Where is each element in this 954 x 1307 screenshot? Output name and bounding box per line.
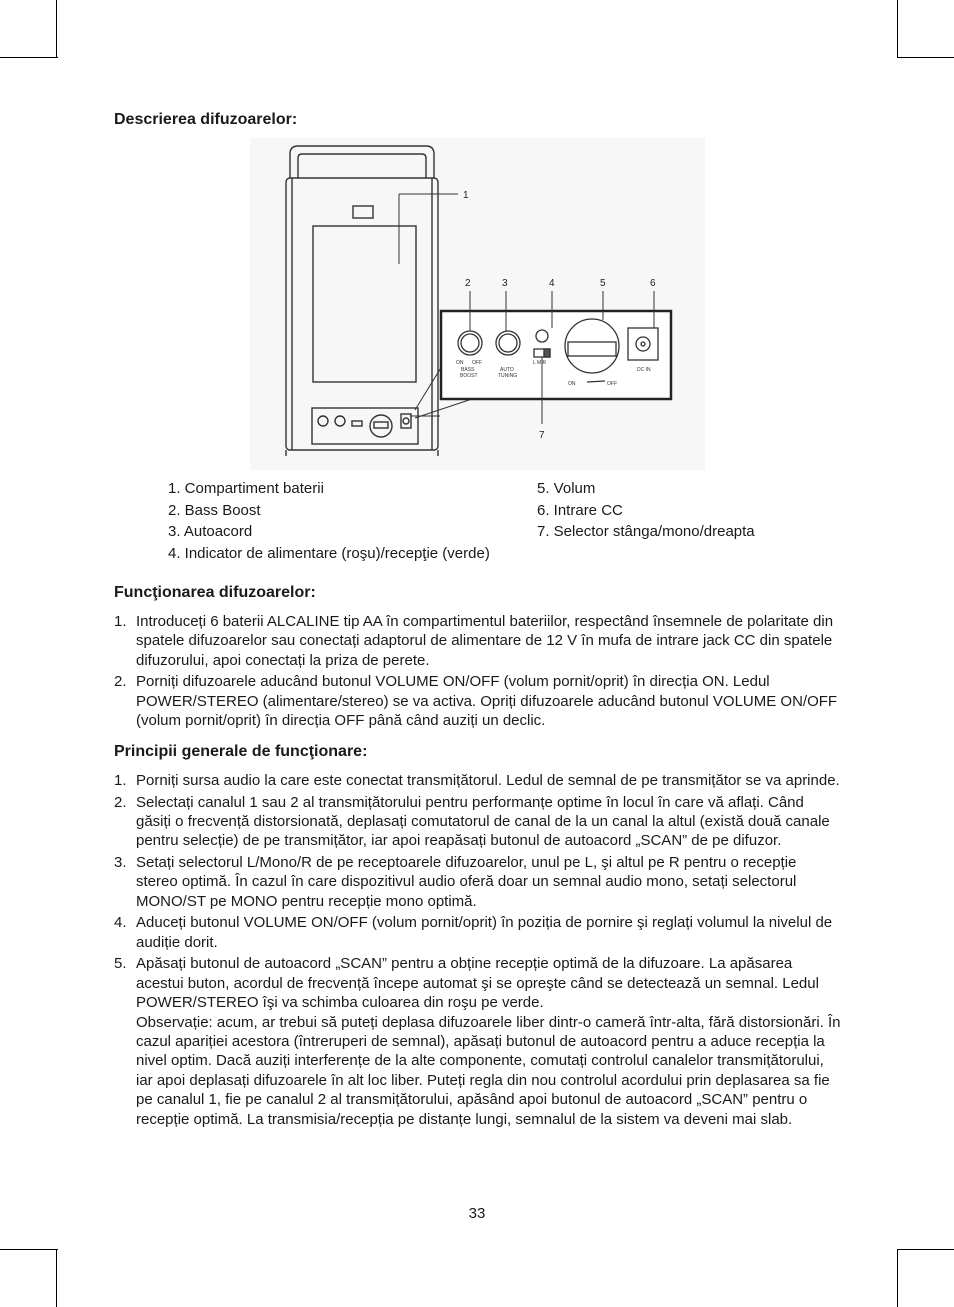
- list-item: [114, 771, 842, 790]
- item-text: Setați selectorul L/Mono/R de pe receptoarele difuzoarelor, unul pe L, şi altul pe R pentru o recepție stereo optimă. În cazul în care dispozitivul audio oferă doar un semnal audio mono, setați selectorul MONO/ST pe MONO pentru recepție mono optimă.: [136, 854, 797, 910]
- callout-7: 7: [539, 430, 545, 441]
- callout-6: 6: [650, 278, 656, 289]
- item-text: Selectați canalul 1 sau 2 al transmițătorului pentru performanțe optime în locul în care vă aflați. Când găsiți o frecvență distorsionată, deplasați comutatorul de canal de la un canal la altul (există două canale pentru selecție) de pe transmițător, iar apoi reapăsați butonul de autoacord „SCAN” de pe difuzor.: [136, 793, 830, 850]
- item-number: 4.: [114, 914, 127, 932]
- item-number: 2.: [114, 673, 127, 691]
- crop-mark: [0, 57, 58, 58]
- bass-off-label: OFF: [472, 360, 482, 366]
- speaker-rear-diagram: [250, 138, 705, 470]
- list-item: [114, 913, 842, 952]
- list-item: [114, 853, 842, 911]
- bass-boost-label-1: BASS: [461, 367, 475, 373]
- list-item: [114, 672, 842, 730]
- dc-in-label: DC IN: [637, 367, 651, 373]
- principles-heading: Principii generale de funcţionare:: [114, 743, 368, 760]
- list-item: [114, 793, 842, 851]
- legend-item: 5. Volum: [537, 480, 596, 497]
- volume-on-label: ON: [568, 381, 576, 387]
- callout-5: 5: [600, 278, 606, 289]
- legend-item: 7. Selector stânga/mono/dreapta: [537, 523, 755, 541]
- item-number: 2.: [114, 793, 127, 811]
- legend-left: [168, 478, 490, 565]
- crop-mark: [897, 1249, 898, 1307]
- page-number: 33: [468, 1205, 486, 1222]
- crop-mark: [897, 1249, 954, 1250]
- legend-item: 2. Bass Boost: [168, 501, 261, 519]
- callout-3: 3: [502, 278, 508, 289]
- legend-item: 1. Compartiment baterii: [168, 480, 324, 497]
- item-text: Aduceți butonul VOLUME ON/OFF (volum pornit/oprit) în poziția de pornire şi reglați volumul la nivelul de audiție dorit.: [136, 914, 833, 951]
- item-number: 3.: [114, 854, 127, 871]
- crop-mark: [56, 0, 57, 58]
- observation-note: Observație: acum, ar trebui să puteți deplasa difuzoarele liber dintr-o cameră într-alta, fără distorsionări. În cazul apariției acestora (întreruperi de semnal), apăsați butonul de autoacord pentru a aduce recepția la nivel optim. Dacă auziți interferențe de la alte componente, comutați controlul canalelor transmițătorului, iar apoi deplasați difuzoarele în alt loc liber. Puteți regla din nou controlul acordului prin deplasarea sa fie pe canalul 1, fie pe canalul 2 al transmițătorului, apăsând apoi butonul de autoacord „SCAN” pentru o recepție optimă. La transmisia/recepția pe distanțe lungi, semnalul de la sistem va deveni mai slab.: [136, 1013, 841, 1128]
- legend-item: 4. Indicator de alimentare (roşu)/recepţie (verde): [168, 545, 490, 563]
- item-number: 5.: [114, 955, 127, 973]
- callout-1: 1: [463, 190, 469, 201]
- auto-tuning-label-1: AUTO: [500, 367, 514, 373]
- legend-right: [537, 478, 755, 543]
- list-item: [114, 612, 842, 670]
- item-number: 1.: [114, 772, 127, 789]
- principle-steps: [114, 771, 842, 1131]
- volume-off-label: OFF: [607, 381, 617, 387]
- callout-4: 4: [549, 278, 555, 289]
- item-text: Introduceți 6 baterii ALCALINE tip AA în compartimentul bateriilor, respectând însemnele de polaritate din spatele difuzoarelor sau conectați adaptorul de alimentare de 12 V în mufa de intrare jack CC din spatele difuzorului, apoi conectați la priza de perete.: [136, 613, 834, 669]
- list-item: [114, 954, 842, 1129]
- crop-mark: [56, 1249, 57, 1307]
- item-text: Apăsați butonul de autoacord „SCAN” pentru a obține recepție optimă de la difuzoare. La apăsarea acestui buton, acordul de frecvență începe automat şi se opreşte când se detectează un semnal. Ledul POWER/STEREO îşi va schimba culoarea din roşu pe verde.: [136, 955, 819, 1012]
- description-heading: Descrierea difuzoarelor:: [114, 111, 298, 128]
- bass-boost-label-2: BOOST: [460, 373, 478, 379]
- crop-mark: [0, 1249, 58, 1250]
- crop-mark: [897, 57, 954, 58]
- lmr-label: L M R: [533, 360, 547, 366]
- item-number: 1.: [114, 613, 127, 630]
- function-steps: [114, 612, 842, 733]
- item-text: Porniți difuzoarele aducând butonul VOLUME ON/OFF (volum pornit/oprit) în direcția ON. Ledul POWER/STEREO (alimentare/stereo) se va activa. Opriți difuzoarele aducând butonul VOLUME ON/OFF (volum pornit/oprit) în direcția OFF până când auziți un declic.: [136, 673, 838, 730]
- function-heading: Funcţionarea difuzoarelor:: [114, 584, 316, 601]
- legend-item: 3. Autoacord: [168, 523, 253, 541]
- auto-tuning-label-2: TUNING: [498, 373, 518, 379]
- callout-2: 2: [465, 278, 471, 289]
- legend-item: 6. Intrare CC: [537, 501, 623, 519]
- item-text: Porniți sursa audio la care este conectat transmițătorul. Ledul de semnal de pe transmițător se va aprinde.: [136, 772, 840, 789]
- bass-on-label: ON: [456, 360, 464, 366]
- crop-mark: [897, 0, 898, 58]
